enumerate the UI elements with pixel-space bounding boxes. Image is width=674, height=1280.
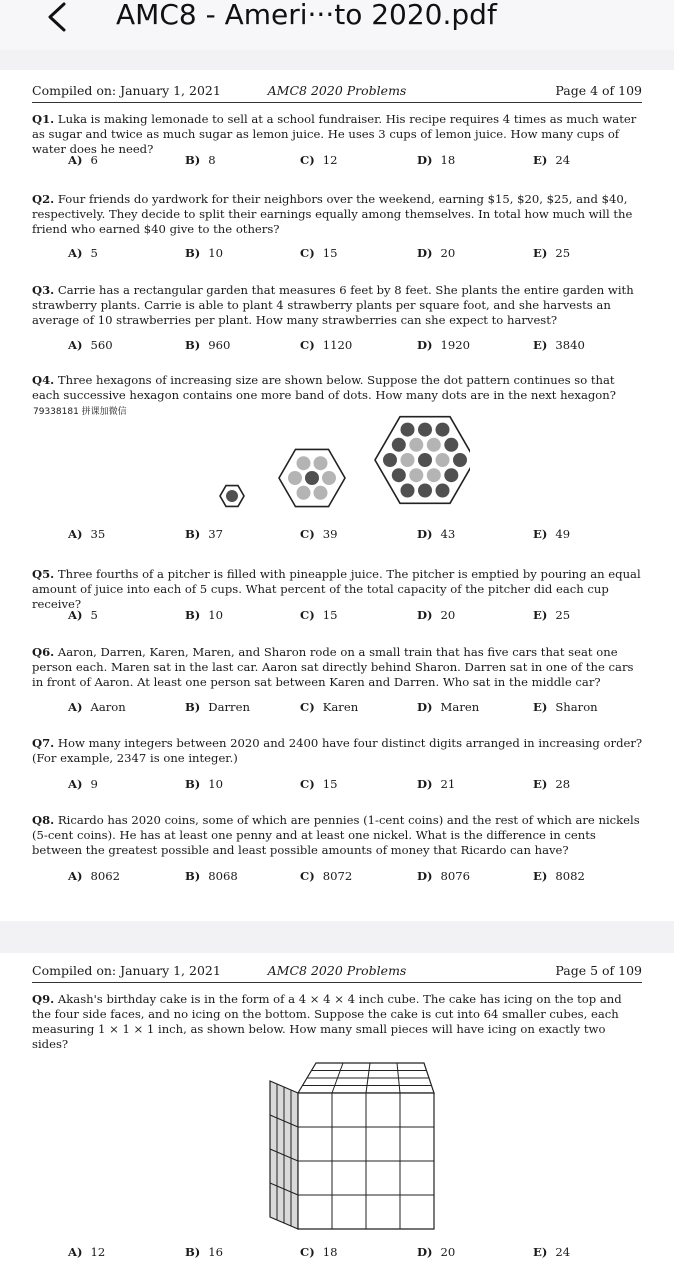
question-8 — [32, 813, 644, 859]
hexagon-dot — [314, 486, 328, 500]
question-9 — [32, 992, 644, 1051]
option-d[interactable]: D) 8076 — [417, 869, 471, 883]
hexagon-dot — [401, 484, 415, 498]
option-a[interactable]: A) 9 — [68, 777, 98, 791]
hexagon-dot — [288, 471, 302, 485]
hexagon-dot-figure — [210, 410, 470, 514]
option-c[interactable]: C) 15 — [300, 608, 338, 622]
hexagon-dot — [322, 471, 336, 485]
hexagon-dot — [305, 471, 319, 485]
hexagon-dot — [418, 484, 432, 498]
header-doc-name: AMC8 2020 Problems — [267, 963, 407, 978]
hexagon-dot — [297, 456, 311, 470]
question-4 — [32, 373, 644, 417]
option-c[interactable]: C) 18 — [300, 1245, 338, 1259]
option-e[interactable]: E) 25 — [533, 246, 571, 260]
hexagon-dot — [409, 438, 423, 452]
option-d[interactable]: D) Maren — [417, 700, 480, 714]
option-c[interactable]: C) 8072 — [300, 869, 353, 883]
header-compiled-date: Compiled on: January 1, 2021 — [32, 963, 221, 978]
option-c[interactable]: C) 12 — [300, 153, 338, 167]
question-number: Q1. — [32, 112, 55, 126]
option-b[interactable]: B) 10 — [185, 777, 224, 791]
document-title: AMC8 - Ameri···to 2020.pdf — [116, 0, 497, 31]
question-number: Q7. — [32, 736, 55, 750]
option-a[interactable]: A) 5 — [68, 246, 98, 260]
option-d[interactable]: D) 20 — [417, 608, 456, 622]
answer-options-q9 — [68, 1245, 628, 1261]
answer-options-q3 — [68, 338, 628, 354]
question-text: Four friends do yardwork for their neighbors over the weekend, earning $15, $20, $25, and $40, respectively. They decide to split their earnings equally among themselves. In total how much will the friend who earned $40 give to the others? — [32, 192, 633, 236]
option-e[interactable]: E) 49 — [533, 527, 571, 541]
cube-cake-figure — [262, 1047, 448, 1237]
hexagon-dot — [409, 468, 423, 482]
option-e[interactable]: E) 28 — [533, 777, 571, 791]
question-number: Q5. — [32, 567, 55, 581]
answer-options-q5 — [68, 608, 628, 624]
option-d[interactable]: D) 43 — [417, 527, 456, 541]
option-b[interactable]: B) 8068 — [185, 869, 238, 883]
question-number: Q9. — [32, 992, 55, 1006]
hexagon-dot — [383, 453, 397, 467]
app-bar — [0, 0, 674, 50]
option-e[interactable]: E) 3840 — [533, 338, 585, 352]
answer-options-q2 — [68, 246, 628, 262]
question-number: Q8. — [32, 813, 55, 827]
hexagon-dot — [401, 453, 415, 467]
question-text: Luka is making lemonade to sell at a school fundraiser. His recipe requires 4 times as much water as sugar and twice as much sugar as lemon juice. He uses 3 cups of lemon juice. How many cups of water does he need? — [32, 112, 637, 156]
hexagon-dot — [401, 423, 415, 437]
option-e[interactable]: E) 25 — [533, 608, 571, 622]
question-text: Carrie has a rectangular garden that measures 6 feet by 8 feet. She plants the entire garden with strawberry plants. Carrie is able to plant 4 strawberry plants per square foot, and she harvests an average of 10 strawberries per plant. How many strawberries can she expect to harvest? — [32, 283, 634, 327]
answer-options-q8 — [68, 869, 628, 885]
question-6 — [32, 645, 644, 691]
answer-options-q7 — [68, 777, 628, 793]
question-text: Akash's birthday cake is in the form of a 4 × 4 × 4 inch cube. The cake has icing on the top and the four side faces, and no icing on the bottom. Suppose the cake is cut into 64 smaller cubes, each measuring 1 × 1 × 1 inch, as shown below. How many small pieces will have icing on exactly two sides? — [32, 992, 622, 1051]
hexagon-dot — [392, 468, 406, 482]
question-text: Aaron, Darren, Karen, Maren, and Sharon rode on a small train that has five cars that seat one person each. Maren sat in the last car. Aaron sat directly behind Sharon. Darren sat in one of the cars in front of Aaron. At least one person sat between Karen and Darren. Who sat in the middle car? — [32, 645, 634, 689]
question-number: Q3. — [32, 283, 55, 297]
hexagon-dot — [427, 468, 441, 482]
question-number: Q2. — [32, 192, 55, 206]
option-a[interactable]: A) 560 — [68, 338, 113, 352]
option-d[interactable]: D) 1920 — [417, 338, 471, 352]
question-number: Q6. — [32, 645, 55, 659]
option-a[interactable]: A) 35 — [68, 527, 106, 541]
option-d[interactable]: D) 21 — [417, 777, 456, 791]
option-a[interactable]: A) 8062 — [68, 869, 120, 883]
option-e[interactable]: E) Sharon — [533, 700, 598, 714]
question-1 — [32, 112, 644, 156]
option-b[interactable]: B) 16 — [185, 1245, 224, 1259]
option-a[interactable]: A) 6 — [68, 153, 98, 167]
header-divider — [32, 102, 642, 103]
chevron-left-icon[interactable] — [38, 0, 78, 34]
option-b[interactable]: B) 37 — [185, 527, 224, 541]
option-b[interactable]: B) Darren — [185, 700, 250, 714]
option-a[interactable]: A) Aaron — [68, 700, 126, 714]
question-7 — [32, 736, 644, 768]
hexagon-dot — [226, 490, 238, 502]
hexagon-dot — [418, 453, 432, 467]
hexagon-dot — [453, 453, 467, 467]
hexagon-dot — [436, 484, 450, 498]
option-b[interactable]: B) 960 — [185, 338, 231, 352]
answer-options-q1 — [68, 153, 628, 169]
option-b[interactable]: B) 8 — [185, 153, 216, 167]
option-a[interactable]: A) 12 — [68, 1245, 106, 1259]
hexagon-dot — [436, 423, 450, 437]
page-header — [32, 83, 642, 101]
option-c[interactable]: C) 1120 — [300, 338, 353, 352]
question-5 — [32, 567, 644, 611]
option-a[interactable]: A) 5 — [68, 608, 98, 622]
question-text: Three fourths of a pitcher is filled with pineapple juice. The pitcher is emptied by pouring an equal amount of juice into each of 5 cups. What percent of the total capacity of the pitcher did each cup receive? — [32, 567, 641, 611]
hexagon-dot — [314, 456, 328, 470]
header-page-number: Page 4 of 109 — [555, 83, 642, 98]
hexagon-dot — [392, 438, 406, 452]
option-c[interactable]: C) 15 — [300, 777, 338, 791]
option-d[interactable]: D) 20 — [417, 246, 456, 260]
option-b[interactable]: B) 10 — [185, 608, 224, 622]
answer-options-q6 — [68, 700, 628, 716]
header-divider — [32, 982, 642, 983]
option-d[interactable]: D) 18 — [417, 153, 456, 167]
answer-options-q4 — [68, 527, 628, 543]
hexagon-dot — [297, 486, 311, 500]
option-d[interactable]: D) 20 — [417, 1245, 456, 1259]
option-c[interactable]: C) Karen — [300, 700, 359, 714]
question-text: Three hexagons of increasing size are shown below. Suppose the dot pattern continues so that each successive hexagon contains one more band of dots. How many dots are in the next hexagon? — [32, 373, 616, 402]
pdf-page-4 — [0, 70, 674, 921]
question-text: Ricardo has 2020 coins, some of which are pennies (1-cent coins) and the rest of which are nickels (5-cent coins). He has at least one penny and at least one nickel. What is the difference in cents between the greatest possible and least possible amounts of money that Ricardo can have? — [32, 813, 640, 857]
option-b[interactable]: B) 10 — [185, 246, 224, 260]
question-3 — [32, 283, 644, 329]
pdf-page-5 — [0, 953, 674, 1280]
hexagon-dot — [444, 438, 458, 452]
hexagon-dot — [436, 453, 450, 467]
option-e[interactable]: E) 8082 — [533, 869, 585, 883]
header-doc-name: AMC8 2020 Problems — [267, 83, 407, 98]
question-text: How many integers between 2020 and 2400 have four distinct digits arranged in increasing order? (For example, 2347 is one integer.) — [32, 736, 643, 765]
option-c[interactable]: C) 15 — [300, 246, 338, 260]
option-e[interactable]: E) 24 — [533, 153, 571, 167]
header-page-number: Page 5 of 109 — [555, 963, 642, 978]
question-number: Q4. — [32, 373, 55, 387]
header-compiled-date: Compiled on: January 1, 2021 — [32, 83, 221, 98]
hexagon-dot — [444, 468, 458, 482]
hexagon-dot — [418, 423, 432, 437]
page-header — [32, 963, 642, 981]
watermark-text: 79338181 拼课加微信 — [33, 407, 127, 417]
option-e[interactable]: E) 24 — [533, 1245, 571, 1259]
option-c[interactable]: C) 39 — [300, 527, 338, 541]
question-2 — [32, 192, 644, 238]
hexagon-dot — [427, 438, 441, 452]
